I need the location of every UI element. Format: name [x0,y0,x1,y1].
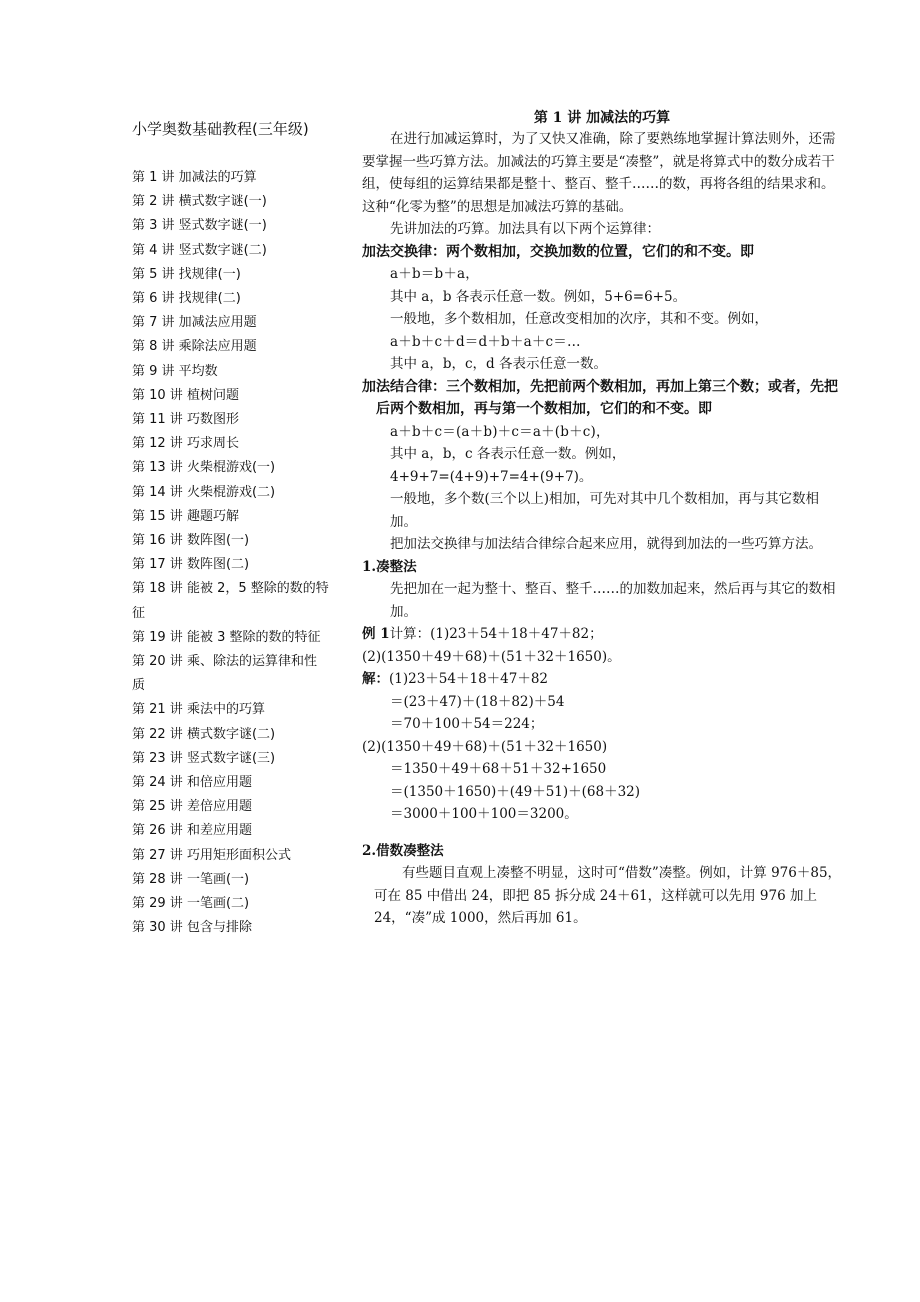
section-2-heading: 2.借数凑整法 [362,842,444,859]
commutative-formula-2: a＋b＋c＋d＝d＋b＋a＋c＝… [390,333,581,350]
solution-1-expression: (1)23＋54＋18＋47＋82 [389,671,549,687]
toc-item: 第 7 讲 加减法应用题 [132,315,257,331]
solution-2-expression: (2)(1350＋49＋68)＋(51＋32＋1650) [362,738,608,755]
toc-item: 第 17 讲 数阵图(二) [132,557,250,573]
toc-item: 第 15 讲 趣题巧解 [132,508,239,524]
toc-item: 第 22 讲 横式数字谜(二) [132,726,276,742]
associative-example: 4+9+7=(4+9)+7=4+(9+7)。 [390,468,593,485]
toc-item: 第 11 讲 巧数图形 [132,412,239,428]
toc-item: 第 21 讲 乘法中的巧算 [132,702,265,718]
toc-item: 第 28 讲 一笔画(一) [132,871,250,887]
example-1-label: 例 1 [362,626,390,642]
intro-paragraph-2: 先讲加法的巧算。加法具有以下两个运算律： [390,221,660,237]
solution-1-step-2: ＝(23＋47)＋(18＋82)＋54 [390,693,565,710]
commutative-formula: a＋b＝b＋a， [390,266,479,282]
associative-law-heading: 加法结合律：三个数相加，先把前两个数相加，再加上第三个数；或者，先把后两个数相加，再与第一个数相加，它们的和不变。即 [362,378,838,417]
toc-item: 第 26 讲 和差应用题 [132,823,252,839]
toc-item: 征 [132,605,146,621]
section-1-text: 先把加在一起为整十、整百、整千……的加数加起来，然后再与其它的数相加。 [390,581,836,620]
solution-line-1 [362,668,842,691]
toc-item: 第 19 讲 能被 3 整除的数的特征 [132,629,321,645]
toc-item: 质 [132,678,146,694]
toc-item: 第 30 讲 包含与排除 [132,920,252,936]
solution-2-step-2: ＝1350＋49＋68＋51＋32+1650 [390,761,607,777]
solution-2-step-4: ＝3000＋100＋100＝3200。 [390,806,578,822]
toc-item: 第 20 讲 乘、除法的运算律和性 [132,654,317,670]
toc-item: 第 23 讲 竖式数字谜(三) [132,750,276,766]
toc-item: 第 3 讲 竖式数字谜(一) [132,218,267,234]
toc-item: 第 16 讲 数阵图(一) [132,533,250,549]
section-1-heading: 1.凑整法 [362,558,417,575]
toc-item: 第 6 讲 找规律(二) [132,291,241,307]
section-2-text: 有些题目直观上凑整不明显，这时可“借数”凑整。例如，计算 976＋85，可在 85 中借出 24，即把 85 拆分成 24＋61，这样就可以先用 976 加上 24，“凑”成 1000，然后再加 61。 [374,865,842,926]
toc-list [132,166,347,941]
toc-title: 小学奥数基础教程(三年级) [132,120,309,138]
toc-item: 第 1 讲 加减法的巧算 [132,170,257,185]
toc-item: 第 25 讲 差倍应用题 [132,799,252,815]
associative-general: 一般地，多个数(三个以上)相加，可先对其中几个数相加，再与其它数相加。 [390,491,820,530]
intro-paragraph: 在进行加减运算时，为了又快又准确，除了要熟练地掌握计算法则外，还需要掌握一些巧算方法。加减法的巧算主要是“凑整”，就是将算式中的数分成若干组，使每组的运算结果都是整十、整百、整千……的数，再将各组的结果求和。这种“化零为整”的思想是加减法巧算的基础。 [362,131,836,215]
associative-formula: a＋b＋c＝(a＋b)＋c＝a＋(b＋c)， [390,423,610,440]
solution-label: 解： [362,671,389,687]
commutative-general: 一般地，多个数相加，任意改变相加的次序，其和不变。例如， [390,311,768,327]
solution-1-step-3: ＝70＋100＋54＝224； [390,716,544,732]
toc-item: 第 8 讲 乘除法应用题 [132,339,257,355]
toc-item: 第 5 讲 找规律(一) [132,266,241,282]
example-1-part-2: (2)(1350＋49＋68)＋(51＋32＋1650)。 [362,648,621,665]
example-1-question [362,623,842,646]
toc-item: 第 27 讲 巧用矩形面积公式 [132,847,291,863]
toc-item: 第 29 讲 一笔画(二) [132,896,250,912]
toc-item: 第 4 讲 竖式数字谜(二) [132,242,267,258]
combine-paragraph: 把加法交换律与加法结合律综合起来应用，就得到加法的一些巧算方法。 [390,536,822,552]
toc-item: 第 10 讲 植树问题 [132,387,239,403]
commutative-law-heading: 加法交换律：两个数相加，交换加数的位置，它们的和不变。即 [362,243,754,260]
example-1-part-1: 计算：(1)23＋54＋18＋47＋82； [389,626,603,642]
toc-item: 第 18 讲 能被 2，5 整除的数的特 [132,581,329,597]
toc-item: 第 9 讲 平均数 [132,363,218,379]
lesson-title: 第 1 讲 加减法的巧算 [533,110,671,126]
toc-item: 第 2 讲 横式数字谜(一) [132,194,267,210]
commutative-note-2: 其中 a，b，c，d 各表示任意一数。 [390,356,607,372]
lesson-article [362,108,842,930]
toc-item: 第 24 讲 和倍应用题 [132,775,252,791]
toc-item: 第 14 讲 火柴棍游戏(二) [132,484,276,500]
table-of-contents [132,118,347,941]
spacer [362,826,842,840]
toc-item: 第 12 讲 巧求周长 [132,436,239,452]
toc-item: 第 13 讲 火柴棍游戏(一) [132,460,276,476]
commutative-note: 其中 a，b 各表示任意一数。例如，5+6=6+5。 [390,288,687,305]
associative-note: 其中 a，b，c 各表示任意一数。例如， [390,446,626,462]
solution-2-step-3: ＝(1350＋1650)＋(49＋51)＋(68＋32) [390,783,641,800]
